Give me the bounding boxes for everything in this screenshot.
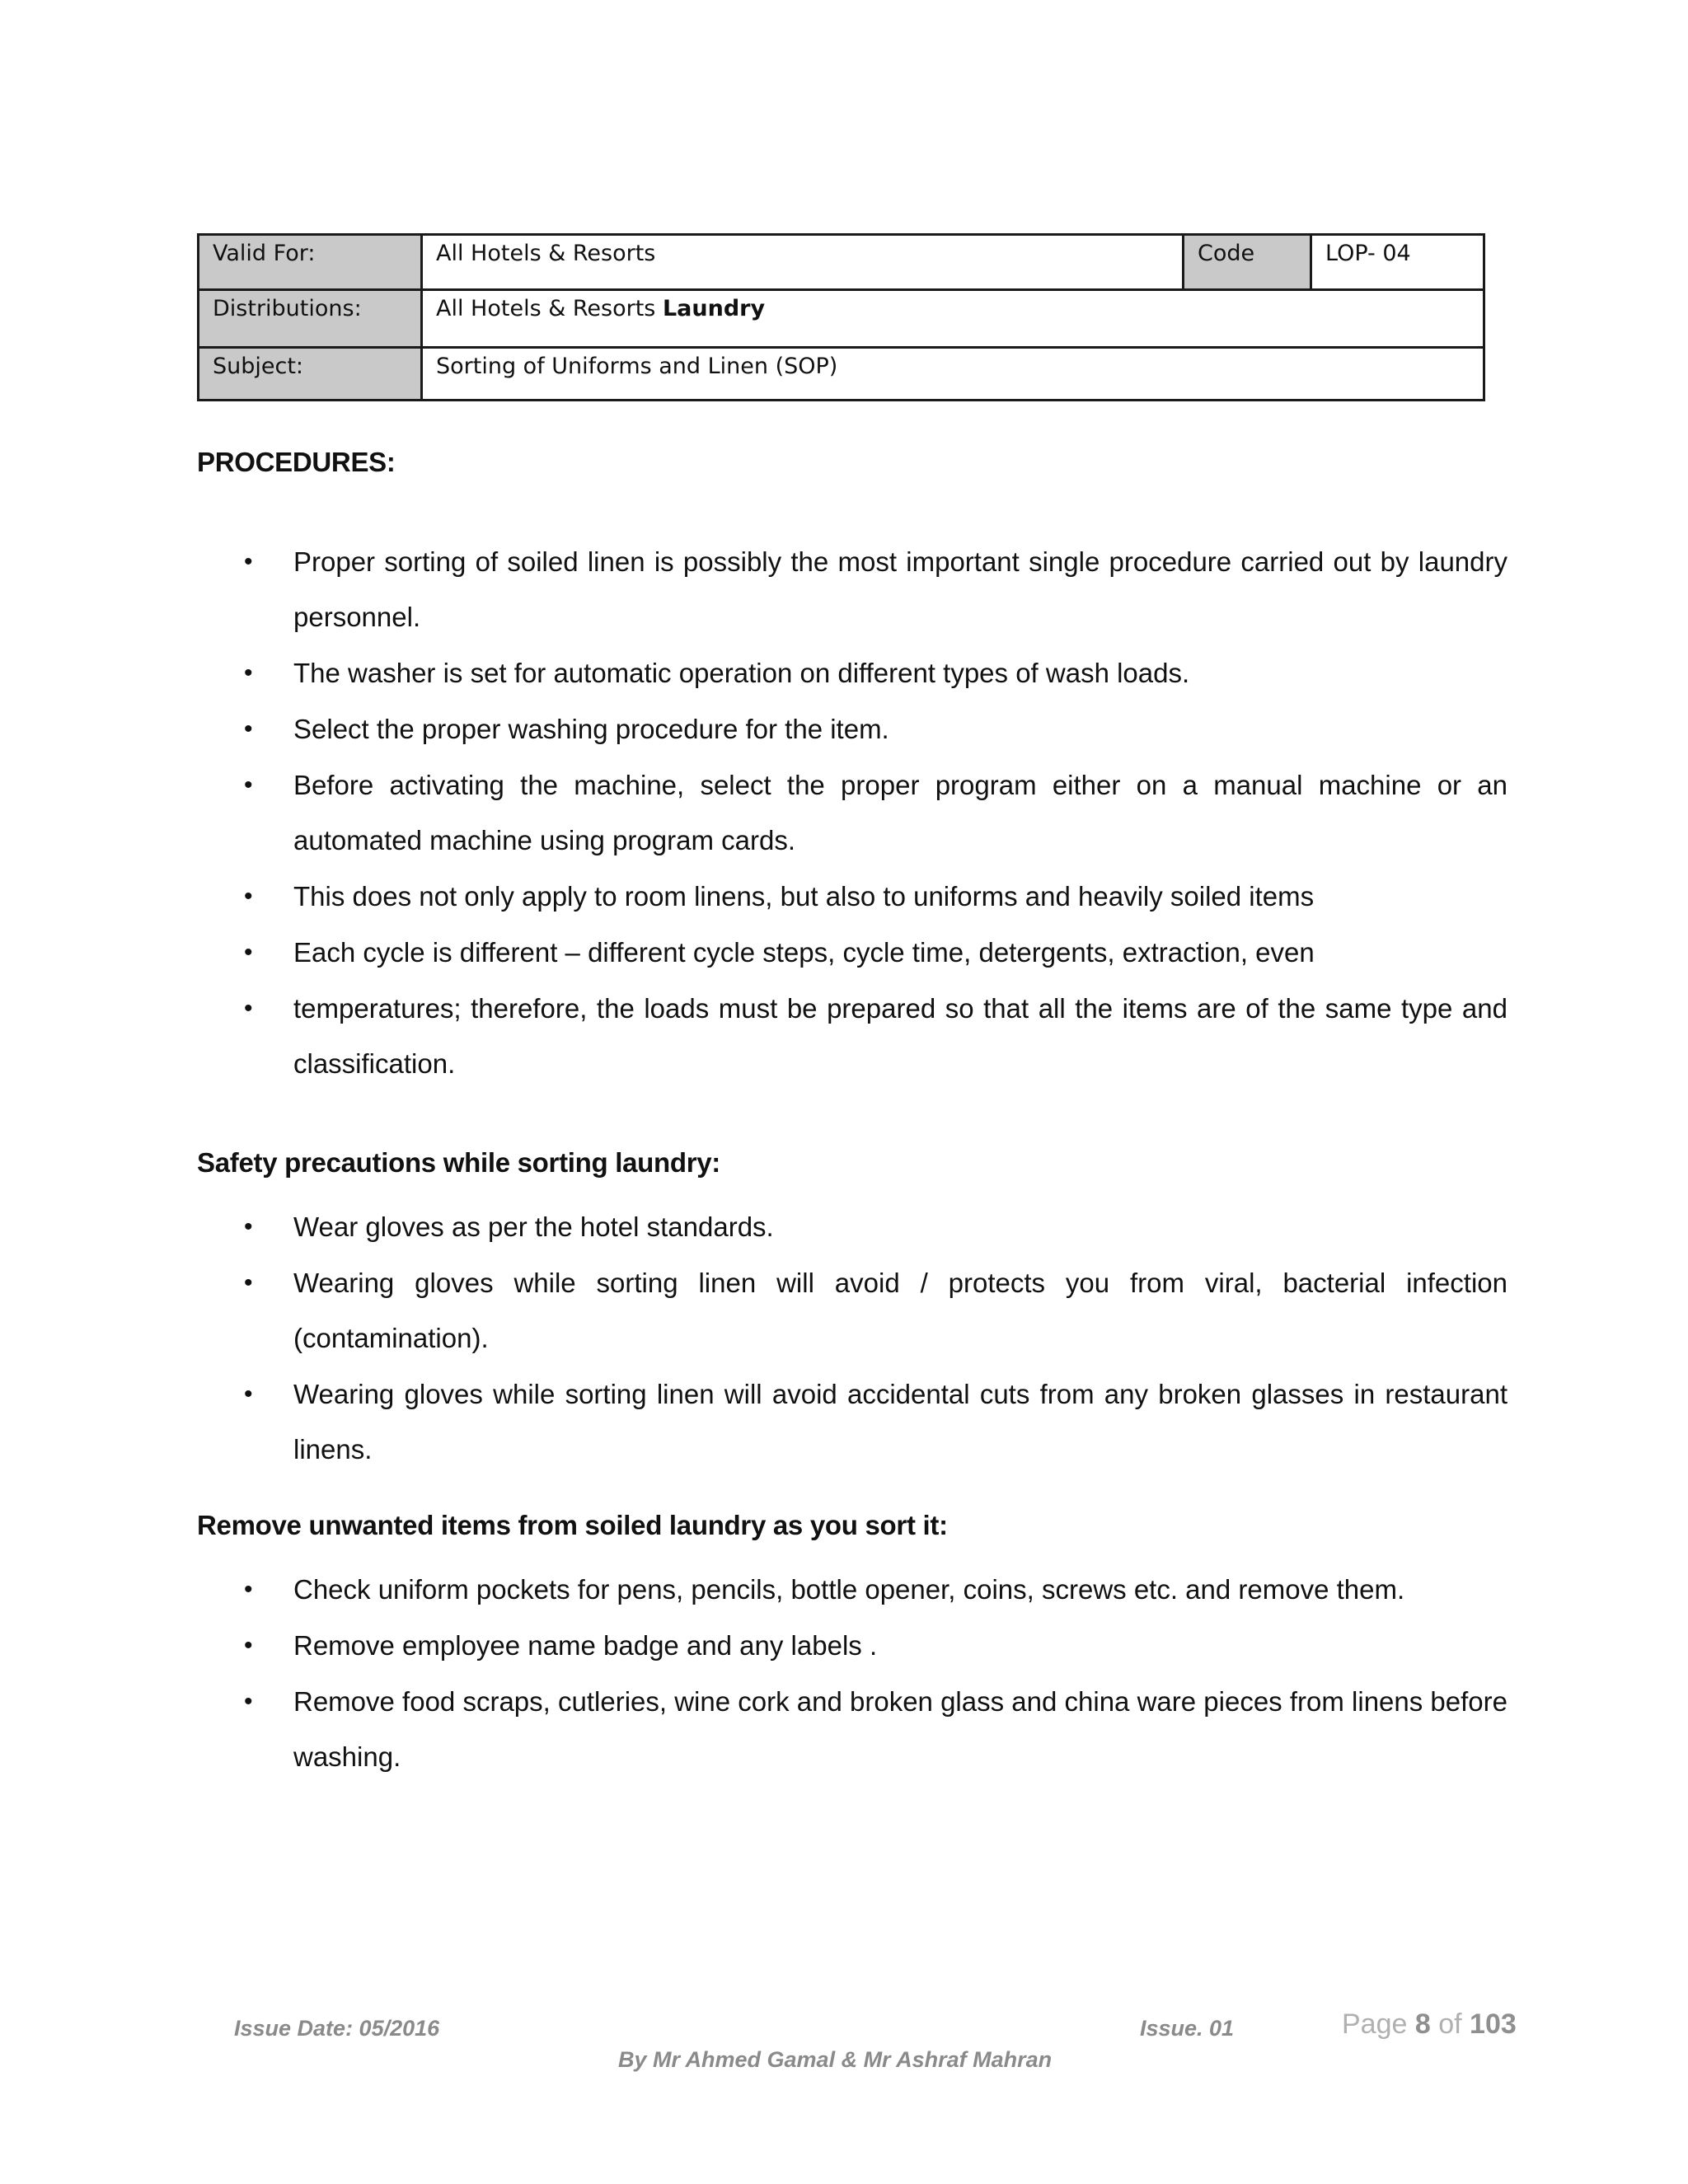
page-current: 8: [1414, 2008, 1431, 2040]
list-item-text: Each cycle is different – different cycle steps, cycle time, detergents, extraction, even: [293, 937, 1315, 968]
bullet-icon: •: [244, 1269, 253, 1296]
list-item-text: Proper sorting of soiled linen is possibly the most important single procedure carried out by laundry personnel.: [293, 546, 1507, 632]
remove-items-heading: Remove unwanted items from soiled laundry as you sort it:: [197, 1510, 948, 1540]
list-item: [197, 645, 1507, 701]
subject-label: Subject:: [199, 348, 422, 401]
list-item-text: This does not only apply to room linens, but also to uniforms and heavily soiled items: [293, 881, 1315, 912]
distributions-value-text: All Hotels & Resorts: [436, 296, 663, 321]
footer-page-number: [1342, 2008, 1517, 2041]
list-item-text: The washer is set for automatic operation on different types of wash loads.: [293, 658, 1190, 688]
footer-issue-number: Issue. 01: [1140, 2016, 1235, 2041]
list-item-text: temperatures; therefore, the loads must be prepared so that all the items are of the same type and classification.: [293, 993, 1507, 1079]
header-row-valid-for: [199, 235, 1484, 290]
list-item: [197, 1366, 1507, 1477]
list-item: [197, 981, 1507, 1091]
list-item: [197, 1618, 1507, 1673]
bullet-icon: •: [244, 995, 253, 1022]
distributions-label: Distributions:: [199, 290, 422, 348]
code-label: Code: [1184, 235, 1311, 290]
list-item-text: Wearing gloves while sorting linen will avoid accidental cuts from any broken glasses in restaurant linens.: [293, 1379, 1507, 1465]
bullet-icon: •: [244, 715, 253, 743]
list-item-text: Select the proper washing procedure for the item.: [293, 714, 889, 744]
bullet-icon: •: [244, 548, 253, 575]
header-row-subject: [199, 348, 1484, 401]
list-item: [197, 757, 1507, 868]
bullet-icon: •: [244, 939, 253, 966]
page-prefix: Page: [1342, 2008, 1415, 2040]
list-item: [197, 925, 1507, 980]
remove-items-list: [197, 1562, 1507, 1784]
list-item: [197, 1562, 1507, 1617]
list-item: [197, 534, 1507, 644]
bullet-icon: •: [244, 1632, 253, 1659]
valid-for-value: All Hotels & Resorts: [422, 235, 1184, 290]
list-item: [197, 701, 1507, 757]
bullet-icon: •: [244, 1213, 253, 1240]
code-value: LOP- 04: [1311, 235, 1484, 290]
safety-list: [197, 1199, 1507, 1477]
list-item-text: Remove employee name badge and any labels .: [293, 1630, 878, 1661]
valid-for-label: Valid For:: [199, 235, 422, 290]
header-row-distributions: [199, 290, 1484, 348]
list-item-text: Wearing gloves while sorting linen will avoid / protects you from viral, bacterial infection (contamination).: [293, 1268, 1507, 1353]
list-item: [197, 1255, 1507, 1366]
bullet-icon: •: [244, 883, 253, 910]
document-header-table: [197, 233, 1485, 401]
list-item: [197, 1199, 1507, 1254]
bullet-icon: •: [244, 771, 253, 799]
page-total: 103: [1470, 2008, 1517, 2040]
list-item: [197, 1674, 1507, 1784]
bullet-icon: •: [244, 1380, 253, 1408]
list-item: [197, 869, 1507, 924]
list-item-text: Wear gloves as per the hotel standards.: [293, 1212, 774, 1242]
list-item-text: Check uniform pockets for pens, pencils, bottle opener, coins, screws etc. and remove them.: [293, 1574, 1405, 1605]
page-of: of: [1430, 2008, 1470, 2040]
list-item-text: Before activating the machine, select the proper program either on a manual machine or an automated machine using program cards.: [293, 770, 1507, 855]
procedures-list: [197, 534, 1507, 1091]
subject-value: Sorting of Uniforms and Linen (SOP): [422, 348, 1484, 401]
footer-authors: By Mr Ahmed Gamal & Mr Ashraf Mahran: [618, 2047, 1053, 2072]
procedures-heading: PROCEDURES:: [197, 447, 396, 477]
bullet-icon: •: [244, 659, 253, 687]
bullet-icon: •: [244, 1576, 253, 1603]
distributions-value: [422, 290, 1484, 348]
footer-issue-date: Issue Date: 05/2016: [234, 2016, 440, 2041]
safety-heading: Safety precautions while sorting laundry:: [197, 1147, 720, 1178]
bullet-icon: •: [244, 1688, 253, 1715]
list-item-text: Remove food scraps, cutleries, wine cork and broken glass and china ware pieces from linens before washing.: [293, 1686, 1507, 1772]
distributions-value-bold: Laundry: [662, 296, 766, 321]
